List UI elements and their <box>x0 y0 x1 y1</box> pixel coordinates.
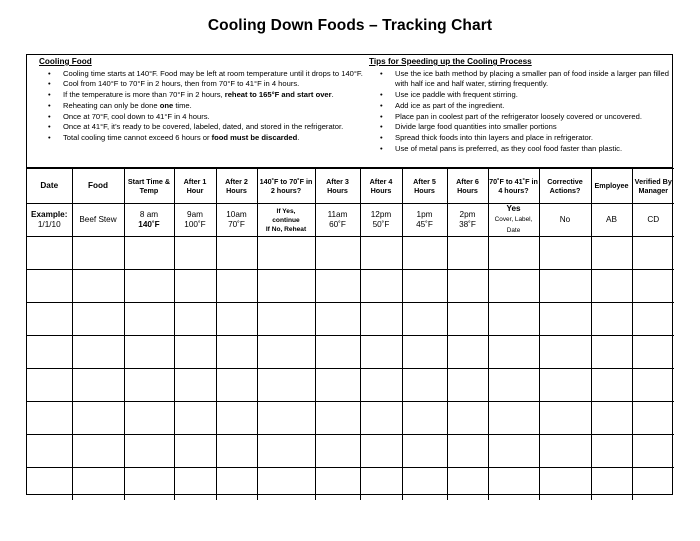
table-row <box>27 468 674 501</box>
table-cell[interactable] <box>124 336 174 369</box>
table-row <box>27 237 674 270</box>
example-after1: 9am 100˚F <box>174 204 216 237</box>
table-row <box>27 303 674 336</box>
table-cell[interactable] <box>315 402 360 435</box>
table-cell[interactable] <box>174 402 216 435</box>
table-cell[interactable] <box>257 336 315 369</box>
table-cell[interactable] <box>27 303 72 336</box>
table-cell[interactable] <box>402 402 447 435</box>
table-cell[interactable] <box>315 468 360 501</box>
table-cell[interactable] <box>447 369 488 402</box>
table-cell[interactable] <box>174 303 216 336</box>
table-row <box>27 336 674 369</box>
table-cell[interactable] <box>124 237 174 270</box>
table-cell[interactable] <box>315 369 360 402</box>
table-cell[interactable] <box>216 237 257 270</box>
table-cell[interactable] <box>72 270 124 303</box>
example-employee: AB <box>591 204 632 237</box>
table-cell[interactable] <box>124 402 174 435</box>
column-header: Corrective Actions? <box>539 169 591 204</box>
table-cell[interactable] <box>591 435 632 468</box>
table-cell[interactable] <box>591 336 632 369</box>
example-manager: CD <box>632 204 674 237</box>
example-corrective: No <box>539 204 591 237</box>
table-cell[interactable] <box>27 270 72 303</box>
tracking-chart <box>26 54 673 495</box>
table-cell[interactable] <box>257 303 315 336</box>
example-after3: 11am 60˚F <box>315 204 360 237</box>
table-cell[interactable] <box>27 468 72 501</box>
table-cell[interactable] <box>402 270 447 303</box>
table-cell[interactable] <box>72 303 124 336</box>
table-cell[interactable] <box>27 435 72 468</box>
table-cell[interactable] <box>632 270 674 303</box>
tips-heading: Tips for Speeding up the Cooling Process <box>369 57 532 66</box>
table-cell[interactable] <box>402 369 447 402</box>
table-cell[interactable] <box>360 468 402 501</box>
table-cell[interactable] <box>632 237 674 270</box>
table-cell[interactable] <box>539 270 591 303</box>
column-header: Food <box>72 169 124 204</box>
table-cell[interactable] <box>488 402 539 435</box>
table-cell[interactable] <box>488 237 539 270</box>
table-cell[interactable] <box>402 435 447 468</box>
example-check1: If Yes, continue If No, Reheat <box>257 204 315 237</box>
table-cell[interactable] <box>174 435 216 468</box>
table-cell[interactable] <box>488 270 539 303</box>
table-cell[interactable] <box>315 270 360 303</box>
example-start: 8 am 140˚F <box>124 204 174 237</box>
table-cell[interactable] <box>72 468 124 501</box>
table-cell[interactable] <box>591 237 632 270</box>
table-cell[interactable] <box>360 435 402 468</box>
cooling-food-item: • Once at 70°F, cool down to 41°F in 4 hours. <box>39 112 369 123</box>
table-cell[interactable] <box>539 402 591 435</box>
column-header: After 4 Hours <box>360 169 402 204</box>
table-cell[interactable] <box>257 369 315 402</box>
table-cell[interactable] <box>315 435 360 468</box>
table-row <box>27 369 674 402</box>
table-cell[interactable] <box>539 369 591 402</box>
example-after5: 1pm 45˚F <box>402 204 447 237</box>
column-header: After 1 Hour <box>174 169 216 204</box>
cooling-food-list <box>39 69 369 144</box>
table-cell[interactable] <box>632 303 674 336</box>
tip-item: • Divide large food quantities into smaller portions <box>369 122 669 133</box>
tip-item: • Place pan in coolest part of the refrigerator loosely covered or uncovered. <box>369 112 669 123</box>
table-cell[interactable] <box>257 402 315 435</box>
column-header: After 2 Hours <box>216 169 257 204</box>
table-cell[interactable] <box>257 468 315 501</box>
tip-item: • Spread thick foods into thin layers and place in refrigerator. <box>369 133 669 144</box>
table-cell[interactable] <box>591 402 632 435</box>
table-cell[interactable] <box>27 402 72 435</box>
table-cell[interactable] <box>447 435 488 468</box>
table-cell[interactable] <box>632 468 674 501</box>
table-cell[interactable] <box>216 435 257 468</box>
table-cell[interactable] <box>124 270 174 303</box>
table-cell[interactable] <box>488 468 539 501</box>
table-cell[interactable] <box>591 468 632 501</box>
column-header: After 5 Hours <box>402 169 447 204</box>
table-cell[interactable] <box>447 336 488 369</box>
table-cell[interactable] <box>315 237 360 270</box>
table-cell[interactable] <box>174 270 216 303</box>
table-cell[interactable] <box>402 336 447 369</box>
table-cell[interactable] <box>360 303 402 336</box>
table-cell[interactable] <box>124 369 174 402</box>
tip-item: • Use the ice bath method by placing a smaller pan of food inside a larger pan filled with half ice and half water, stirring frequently. <box>369 69 669 90</box>
table-cell[interactable] <box>27 336 72 369</box>
cooling-food-heading: Cooling Food <box>39 57 92 66</box>
table-cell[interactable] <box>447 270 488 303</box>
table-cell[interactable] <box>174 369 216 402</box>
table-cell[interactable] <box>360 336 402 369</box>
table-cell[interactable] <box>216 369 257 402</box>
cooling-food-section <box>39 57 369 144</box>
table-cell[interactable] <box>360 270 402 303</box>
table-cell[interactable] <box>72 435 124 468</box>
tracking-table <box>27 168 674 500</box>
table-cell[interactable] <box>632 336 674 369</box>
example-food: Beef Stew <box>72 204 124 237</box>
table-cell[interactable] <box>632 402 674 435</box>
table-cell[interactable] <box>632 435 674 468</box>
table-cell[interactable] <box>72 369 124 402</box>
table-cell[interactable] <box>174 468 216 501</box>
table-cell[interactable] <box>447 237 488 270</box>
table-cell[interactable] <box>488 336 539 369</box>
cooling-food-item: • Cool from 140°F to 70°F in 2 hours, then from 70°F to 41°F in 4 hours. <box>39 79 369 90</box>
page-title: Cooling Down Foods – Tracking Chart <box>207 17 493 34</box>
table-cell[interactable] <box>124 303 174 336</box>
table-cell[interactable] <box>591 369 632 402</box>
table-cell[interactable] <box>72 336 124 369</box>
table-cell[interactable] <box>539 336 591 369</box>
table-cell[interactable] <box>257 270 315 303</box>
table-cell[interactable] <box>402 237 447 270</box>
table-cell[interactable] <box>315 336 360 369</box>
table-cell[interactable] <box>174 237 216 270</box>
table-cell[interactable] <box>488 303 539 336</box>
column-header: Date <box>27 169 72 204</box>
cooling-food-item: • Reheating can only be done one time. <box>39 101 369 112</box>
table-row <box>27 402 674 435</box>
tip-item: • Use ice paddle with frequent stirring. <box>369 90 669 101</box>
column-header: Employee <box>591 169 632 204</box>
table-cell[interactable] <box>216 402 257 435</box>
table-cell[interactable] <box>216 270 257 303</box>
cooling-food-item: • If the temperature is more than 70°F in 2 hours, reheat to 165°F and start over. <box>39 90 369 101</box>
cooling-food-item: • Total cooling time cannot exceed 6 hours or food must be discarded. <box>39 133 369 144</box>
table-cell[interactable] <box>124 435 174 468</box>
table-cell[interactable] <box>360 402 402 435</box>
example-after6: 2pm 38˚F <box>447 204 488 237</box>
table-cell[interactable] <box>72 237 124 270</box>
table-cell[interactable] <box>447 303 488 336</box>
table-cell[interactable] <box>174 336 216 369</box>
table-cell[interactable] <box>257 435 315 468</box>
column-header: 70˚F to 41˚F in 4 hours? <box>488 169 539 204</box>
table-cell[interactable] <box>402 468 447 501</box>
table-cell[interactable] <box>27 237 72 270</box>
table-cell[interactable] <box>591 303 632 336</box>
example-after4: 12pm 50˚F <box>360 204 402 237</box>
table-cell[interactable] <box>360 237 402 270</box>
table-cell[interactable] <box>402 303 447 336</box>
table-row <box>27 270 674 303</box>
table-cell[interactable] <box>360 369 402 402</box>
column-header: Start Time & Temp <box>124 169 174 204</box>
table-cell[interactable] <box>539 435 591 468</box>
example-row <box>27 204 674 237</box>
table-cell[interactable] <box>216 303 257 336</box>
table-cell[interactable] <box>539 303 591 336</box>
tip-item: • Use of metal pans is preferred, as they cool food faster than plastic. <box>369 144 669 155</box>
header-row <box>27 169 674 204</box>
table-row <box>27 435 674 468</box>
column-header: After 3 Hours <box>315 169 360 204</box>
table-cell[interactable] <box>27 369 72 402</box>
table-cell[interactable] <box>72 402 124 435</box>
cooling-food-item: • Cooling time starts at 140°F. Food may be left at room temperature until it drops to 140°F. <box>39 69 369 80</box>
example-date: Example: 1/1/10 <box>27 204 72 237</box>
table-cell[interactable] <box>447 468 488 501</box>
column-header: 140˚F to 70˚F in 2 hours? <box>257 169 315 204</box>
table-cell[interactable] <box>591 270 632 303</box>
table-cell[interactable] <box>488 435 539 468</box>
example-after2: 10am 70˚F <box>216 204 257 237</box>
table-cell[interactable] <box>447 402 488 435</box>
cooling-food-item: • Once at 41°F, it’s ready to be covered, labeled, dated, and stored in the refrigerator. <box>39 122 369 133</box>
table-cell[interactable] <box>257 237 315 270</box>
column-header: Verified By Manager <box>632 169 674 204</box>
table-cell[interactable] <box>216 336 257 369</box>
table-cell[interactable] <box>539 468 591 501</box>
tips-section <box>369 57 669 154</box>
table-cell[interactable] <box>632 369 674 402</box>
table-cell[interactable] <box>539 237 591 270</box>
tip-item: • Add ice as part of the ingredient. <box>369 101 669 112</box>
table-cell[interactable] <box>124 468 174 501</box>
table-cell[interactable] <box>216 468 257 501</box>
table-cell[interactable] <box>488 369 539 402</box>
table-cell[interactable] <box>315 303 360 336</box>
example-check2: Yes Cover, Label, Date <box>488 204 539 237</box>
info-section <box>27 55 672 168</box>
column-header: After 6 Hours <box>447 169 488 204</box>
tips-list <box>369 69 669 155</box>
